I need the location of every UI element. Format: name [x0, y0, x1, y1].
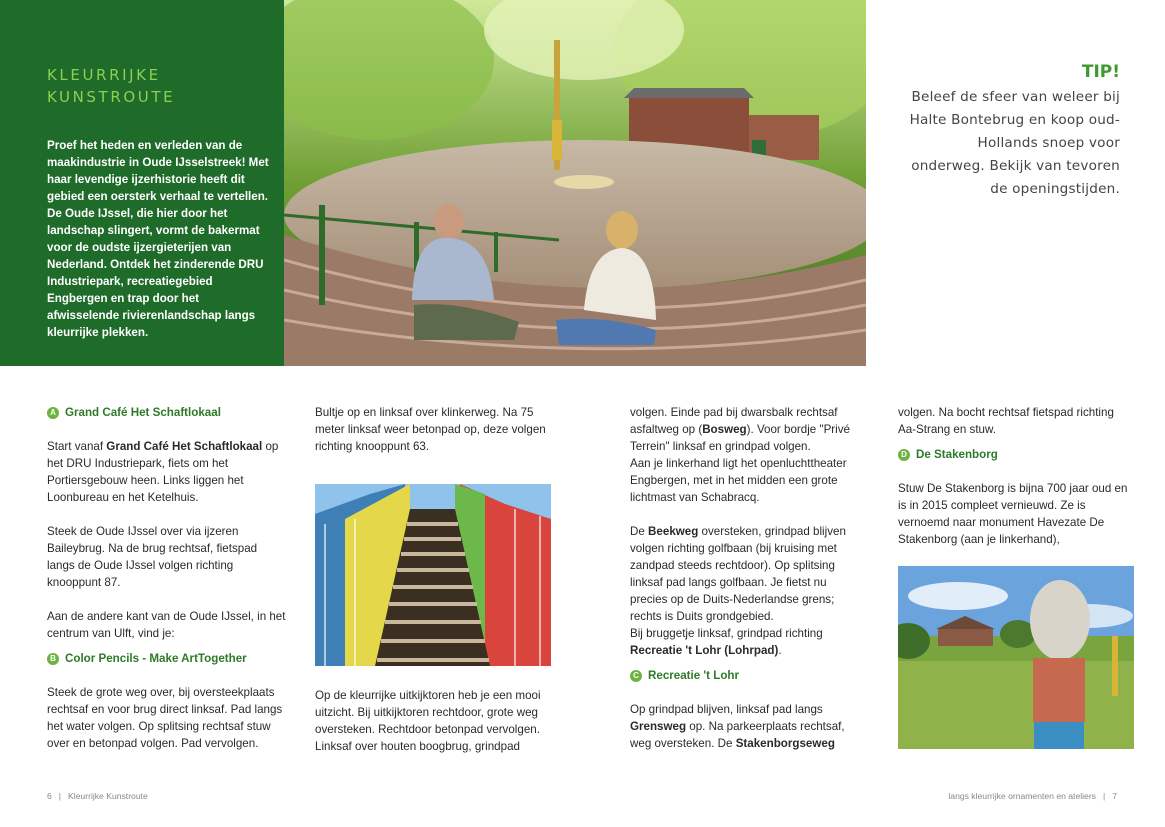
marker-d-icon: D — [898, 449, 910, 461]
section-d-title: De Stakenborg — [916, 448, 998, 461]
place-name-bold: Recreatie 't Lohr (Lohrpad) — [630, 644, 779, 657]
column-4 — [898, 404, 1134, 548]
section-c-heading — [630, 667, 862, 684]
section-c-title: Recreatie 't Lohr — [648, 669, 740, 682]
marker-b-icon: B — [47, 653, 59, 665]
footer-left-text: Kleurrijke Kunstroute — [68, 791, 148, 801]
text-run: op het DRU Industriepark, fiets om het Portiersgebouw heen. Links liggen het Loonbureau en het Ketelhuis. — [47, 440, 279, 504]
street-name-bold: Bosweg — [702, 423, 747, 436]
route-title — [47, 64, 267, 108]
colorful-tower-stairs-photo — [315, 484, 551, 666]
col1-paragraph-4: Steek de grote weg over, bij oversteekplaats rechtsaf en voor brug direct linksaf. Pad langs het water volgen. Op splitsing rechtsaf stuw over en betonpad volgen. Pad vervolgen. — [47, 686, 283, 750]
column-2 — [315, 404, 555, 455]
footer-right — [948, 791, 1117, 801]
text-run: oversteken, grindpad blijven volgen richting golfbaan (bij kruising met zandpad steeds rechtdoor). Op splitsing linksaf pad langs golfbaan. Je fietst nu precies op de Duits-Nederlandse grens; rechts is Duits grondgebied. — [630, 525, 846, 623]
col2-paragraph-1: Bultje op en linksaf over klinkerweg. Na 75 meter linksaf weer betonpad op, deze volgen richting knooppunt 63. — [315, 406, 546, 453]
col4-paragraph-1: volgen. Na bocht rechtsaf fietspad richting Aa-Strang en stuw. — [898, 406, 1114, 436]
section-a-title: Grand Café Het Schaftlokaal — [65, 406, 221, 419]
page-number-left: 6 — [47, 791, 52, 801]
column-2-lower — [315, 687, 555, 755]
text-run: . — [778, 644, 782, 657]
footer-right-text: langs kleurrijke ornamenten en ateliers — [948, 791, 1096, 801]
street-name-bold: Grensweg — [630, 720, 687, 733]
col3-paragraph-5 — [630, 701, 862, 752]
footer-separator: | — [58, 791, 62, 801]
col3-paragraph-4 — [630, 625, 862, 659]
footer-left — [47, 791, 148, 801]
tower-photo — [315, 484, 551, 666]
hero-photo — [284, 0, 866, 366]
text-run: op. Na parkeerplaats rechtsaf, weg oversteken. De — [630, 720, 845, 750]
tip-box — [900, 62, 1120, 201]
text-run: volgen. Einde pad bij dwarsbalk rechtsaf asfaltweg op ( — [630, 406, 838, 436]
column-1 — [47, 404, 287, 752]
col4-paragraph-2: Stuw De Stakenborg is bijna 700 jaar oud en is in 2015 compleet vernieuwd. Ze is vernoemd naar monument Havezate De Stakenborg (aan je linkerhand), — [898, 482, 1128, 546]
col3-paragraph-3 — [630, 523, 862, 625]
amphitheater-photo — [284, 0, 866, 366]
egg-photo — [898, 566, 1134, 749]
col3-paragraph-2: Aan je linkerhand ligt het openluchttheater Engbergen, met in het midden een grote lichtmast van Schabracq. — [630, 457, 847, 504]
section-b-title: Color Pencils - Make ArtTogether — [65, 652, 247, 665]
text-run: De — [630, 525, 649, 538]
column-3 — [630, 404, 862, 752]
col1-paragraph-3: Aan de andere kant van de Oude IJssel, in het centrum van Ulft, vind je: — [47, 610, 286, 640]
egg-sculpture-photo — [898, 566, 1134, 749]
text-run: ). Voor bordje "Privé Terrein" linksaf en grindpad volgen. — [630, 423, 850, 453]
street-name-bold: Stakenborgseweg — [735, 737, 835, 750]
tip-title: TIP! — [1081, 62, 1120, 82]
text-run: Start vanaf — [47, 440, 107, 453]
text-run: Bij bruggetje linksaf, grindpad richting — [630, 627, 823, 640]
section-d-heading — [898, 446, 1134, 463]
route-title-line-1: KLEURRIJKE — [47, 66, 161, 84]
place-name-bold: Grand Café Het Schaftlokaal — [106, 440, 263, 453]
tip-text: Beleef de sfeer van weleer bij Halte Bontebrug en koop oud-Hollands snoep voor onderweg. Bekijk van tevoren de openingstijden. — [909, 89, 1120, 197]
text-run: Op grindpad blijven, linksaf pad langs — [630, 703, 823, 716]
page-number-right: 7 — [1112, 791, 1117, 801]
section-a-heading — [47, 404, 287, 421]
col1-paragraph-1 — [47, 438, 287, 506]
intro-text: Proef het heden en verleden van de maakindustrie in Oude IJsselstreek! Met haar levendige ijzerhistorie heeft dit gebied een oersterk verhaal te vertellen. De Oude IJssel, die hier door het landschap slingert, vormt de bakermat voor de oudste ijzergieterijen van Nederland. Ontdek het zinderende DRU Industriepark, recreatiegebied Engbergen en trap door het afwisselende rivierenlandschap langs kleurrijke plekken. — [47, 139, 269, 339]
route-title-line-2: KUNSTROUTE — [47, 88, 176, 106]
section-b-heading — [47, 650, 287, 667]
col1-paragraph-2: Steek de Oude IJssel over via ijzeren Baileybrug. Na de brug rechtsaf, fietspad langs de Oude IJssel volgen richting knooppunt 87. — [47, 525, 258, 589]
marker-a-icon: A — [47, 407, 59, 419]
col3-paragraph-1 — [630, 404, 862, 455]
col2-paragraph-2: Op de kleurrijke uitkijktoren heb je een mooi uitzicht. Bij uitkijktoren rechtdoor, grote weg oversteken. Rechtdoor betonpad vervolgen. Linksaf over houten boogbrug, grindpad — [315, 689, 541, 753]
marker-c-icon: C — [630, 670, 642, 682]
street-name-bold: Beekweg — [648, 525, 699, 538]
footer-separator: | — [1102, 791, 1106, 801]
